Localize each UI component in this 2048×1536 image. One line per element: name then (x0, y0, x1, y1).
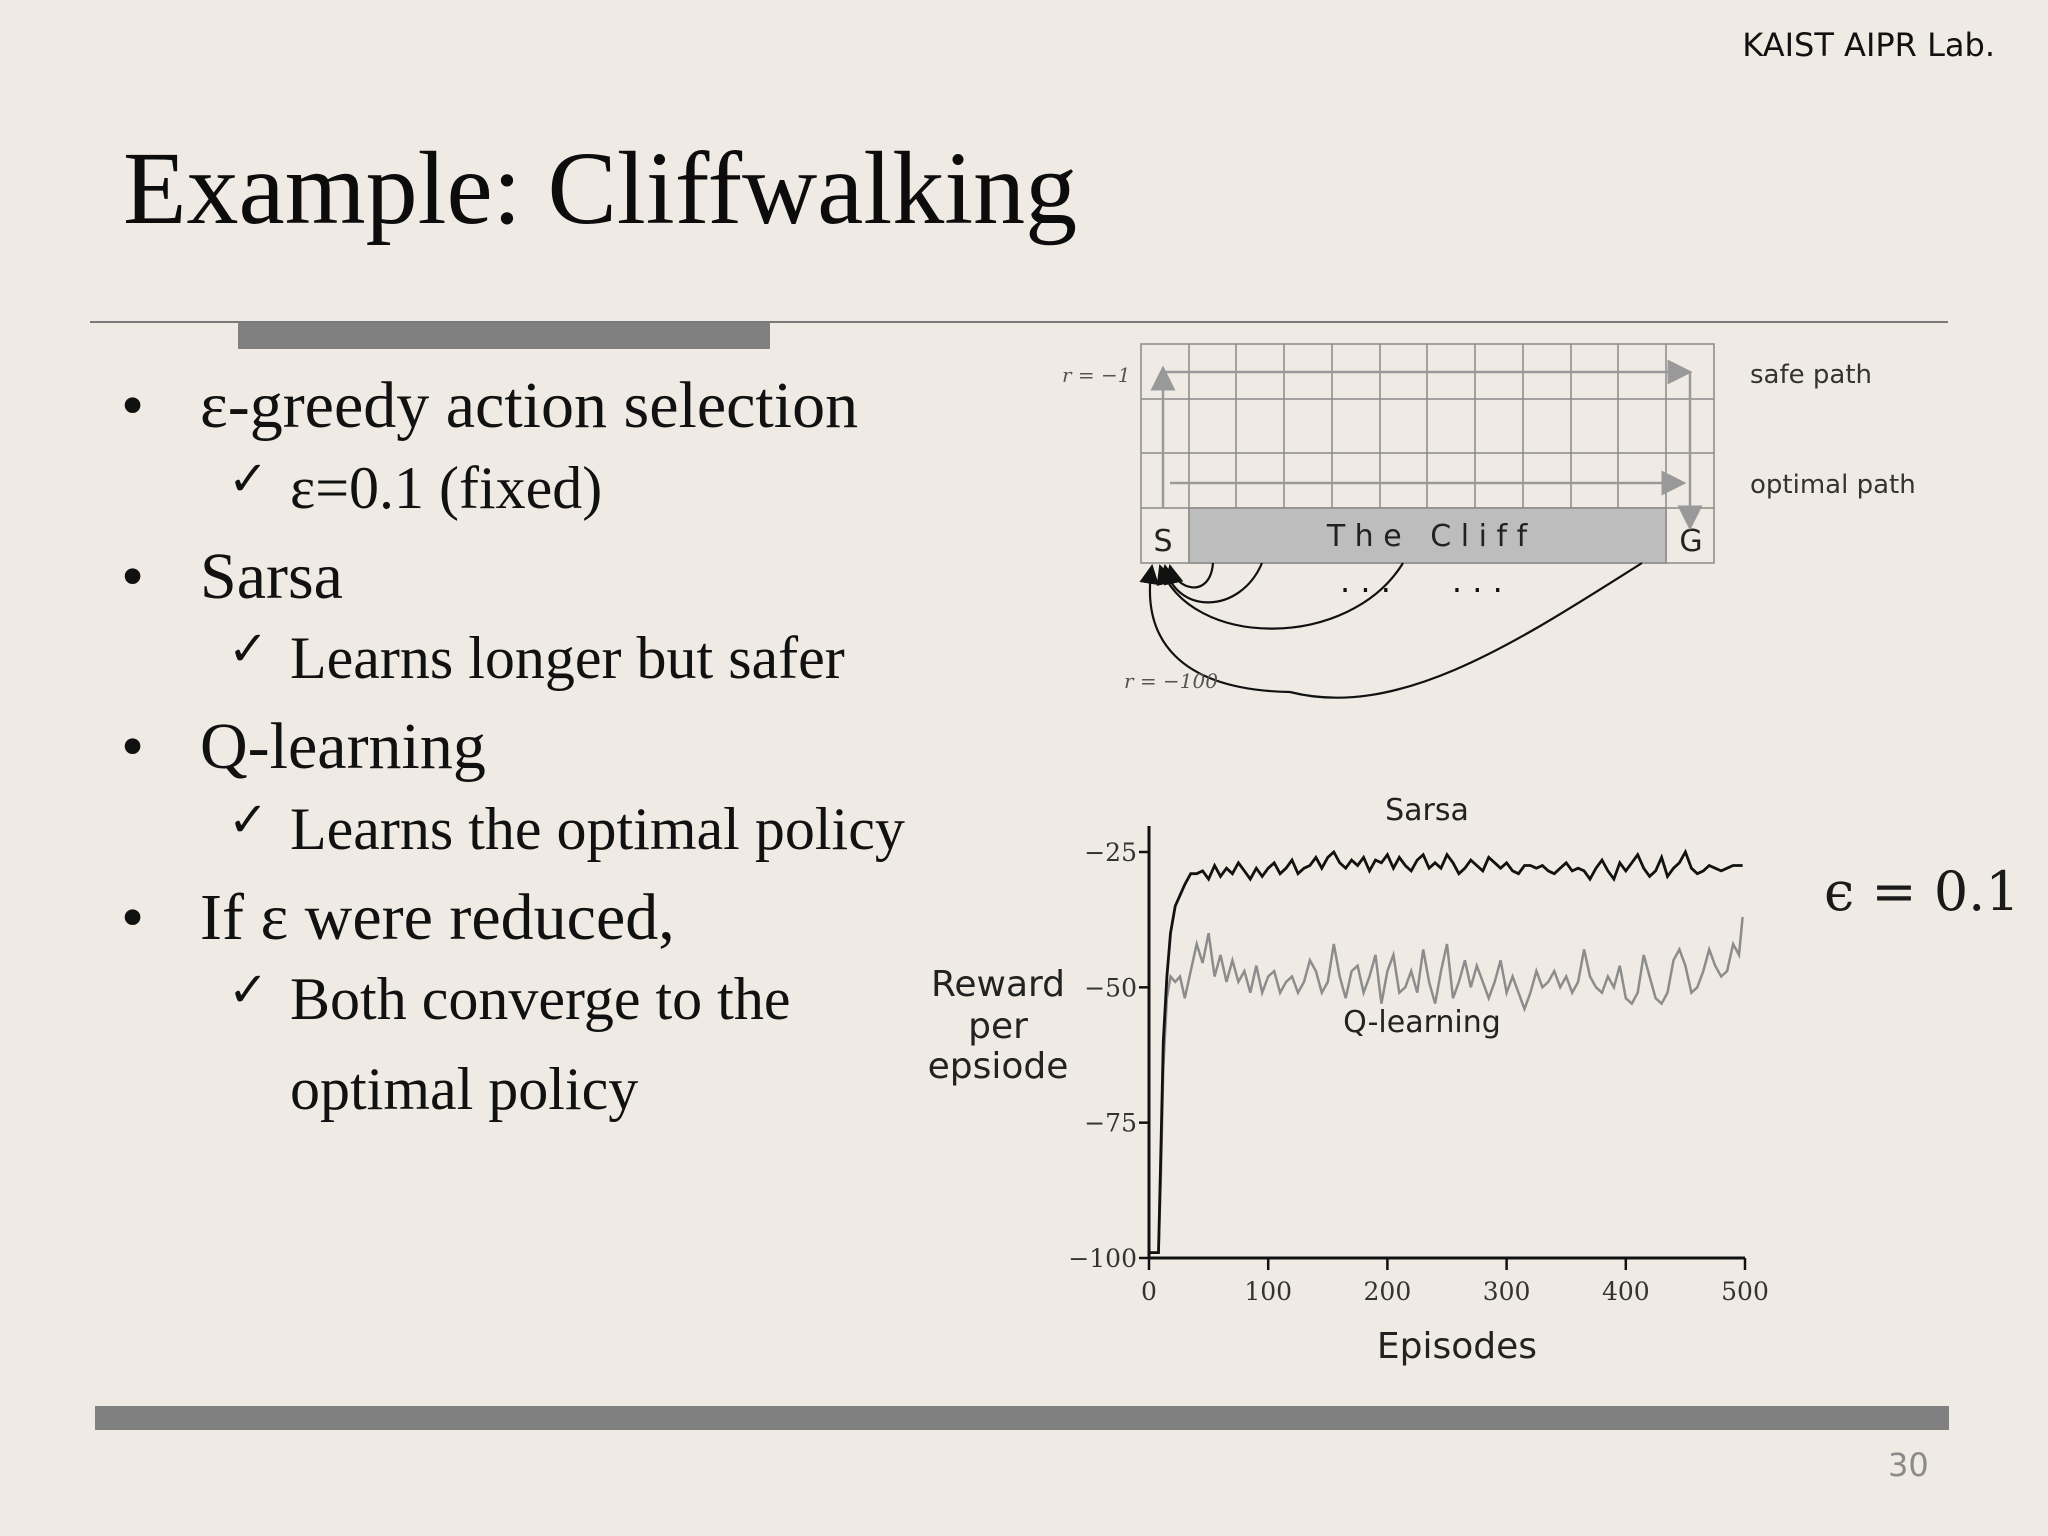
y-tick-label: −75 (1084, 1108, 1137, 1138)
goal-label: G (1679, 524, 1703, 559)
bullet-text: If ε were reduced, (200, 880, 675, 954)
check-icon: ✓ (228, 791, 269, 848)
bullet-glyph: • (121, 710, 145, 784)
y-tick-label: −50 (1084, 973, 1137, 1003)
y-tick-label: −100 (1068, 1244, 1137, 1273)
start-label: S (1153, 524, 1173, 559)
bullet-text: Sarsa (200, 539, 343, 613)
y-axis-label-line3: epsiode (927, 1046, 1069, 1087)
sarsa-series-label: Sarsa (1385, 793, 1469, 828)
lab-name: KAIST AIPR Lab. (1742, 26, 1995, 64)
page-number: 30 (1888, 1446, 1929, 1484)
y-axis-label-line1: Reward (930, 964, 1066, 1005)
gridworld-diagram (1062, 344, 1916, 698)
x-tick-label: 200 (1363, 1277, 1412, 1306)
q-learning-series-label: Q-learning (1343, 1005, 1501, 1040)
y-axis-label-line2: per (968, 1006, 1028, 1047)
bullet-text: Q-learning (200, 710, 486, 784)
x-tick-label: 400 (1601, 1277, 1650, 1306)
safe-path-label: safe path (1750, 360, 1873, 390)
ellipsis-dots: . . . . . . (1340, 562, 1503, 600)
reward-cliff-label: r = −100 (1124, 669, 1218, 693)
q-learning-line (1149, 917, 1743, 1253)
cliff-label: T h e C l i f f (1326, 519, 1528, 554)
epsilon-label: ϵ = 0.1 (1824, 860, 2020, 923)
x-axis-label: Episodes (1376, 1326, 1538, 1367)
accent-bar-bottom (95, 1406, 1949, 1430)
x-ticks (1141, 1258, 1769, 1306)
optimal-path-label: optimal path (1750, 470, 1916, 500)
bullet-glyph: • (121, 369, 145, 442)
sub-bullet-text: Learns longer but safer (290, 625, 845, 692)
x-tick-label: 100 (1244, 1277, 1293, 1306)
bullet-glyph: • (121, 539, 145, 613)
reward-step-label: r = −1 (1062, 363, 1131, 387)
slide-title: Example: Cliffwalking (123, 131, 1078, 246)
sub-bullet-text: optimal policy (290, 1056, 639, 1123)
check-icon: ✓ (228, 450, 269, 507)
reward-chart (928, 793, 1769, 1367)
bullet-text: ε-greedy action selection (200, 369, 859, 442)
bullet-glyph: • (121, 880, 145, 954)
check-icon: ✓ (228, 621, 269, 678)
x-tick-label: 0 (1141, 1277, 1157, 1306)
x-tick-label: 300 (1482, 1277, 1531, 1306)
x-tick-label: 500 (1721, 1277, 1769, 1306)
sub-bullet-text: Learns the optimal policy (290, 795, 905, 862)
y-tick-label: −25 (1084, 838, 1137, 867)
sub-bullet-text: ε=0.1 (fixed) (290, 454, 603, 521)
check-icon: ✓ (228, 962, 269, 1019)
sarsa-line (1149, 852, 1743, 1253)
sub-bullet-text: Both converge to the (290, 966, 791, 1033)
y-ticks (1068, 838, 1149, 1273)
